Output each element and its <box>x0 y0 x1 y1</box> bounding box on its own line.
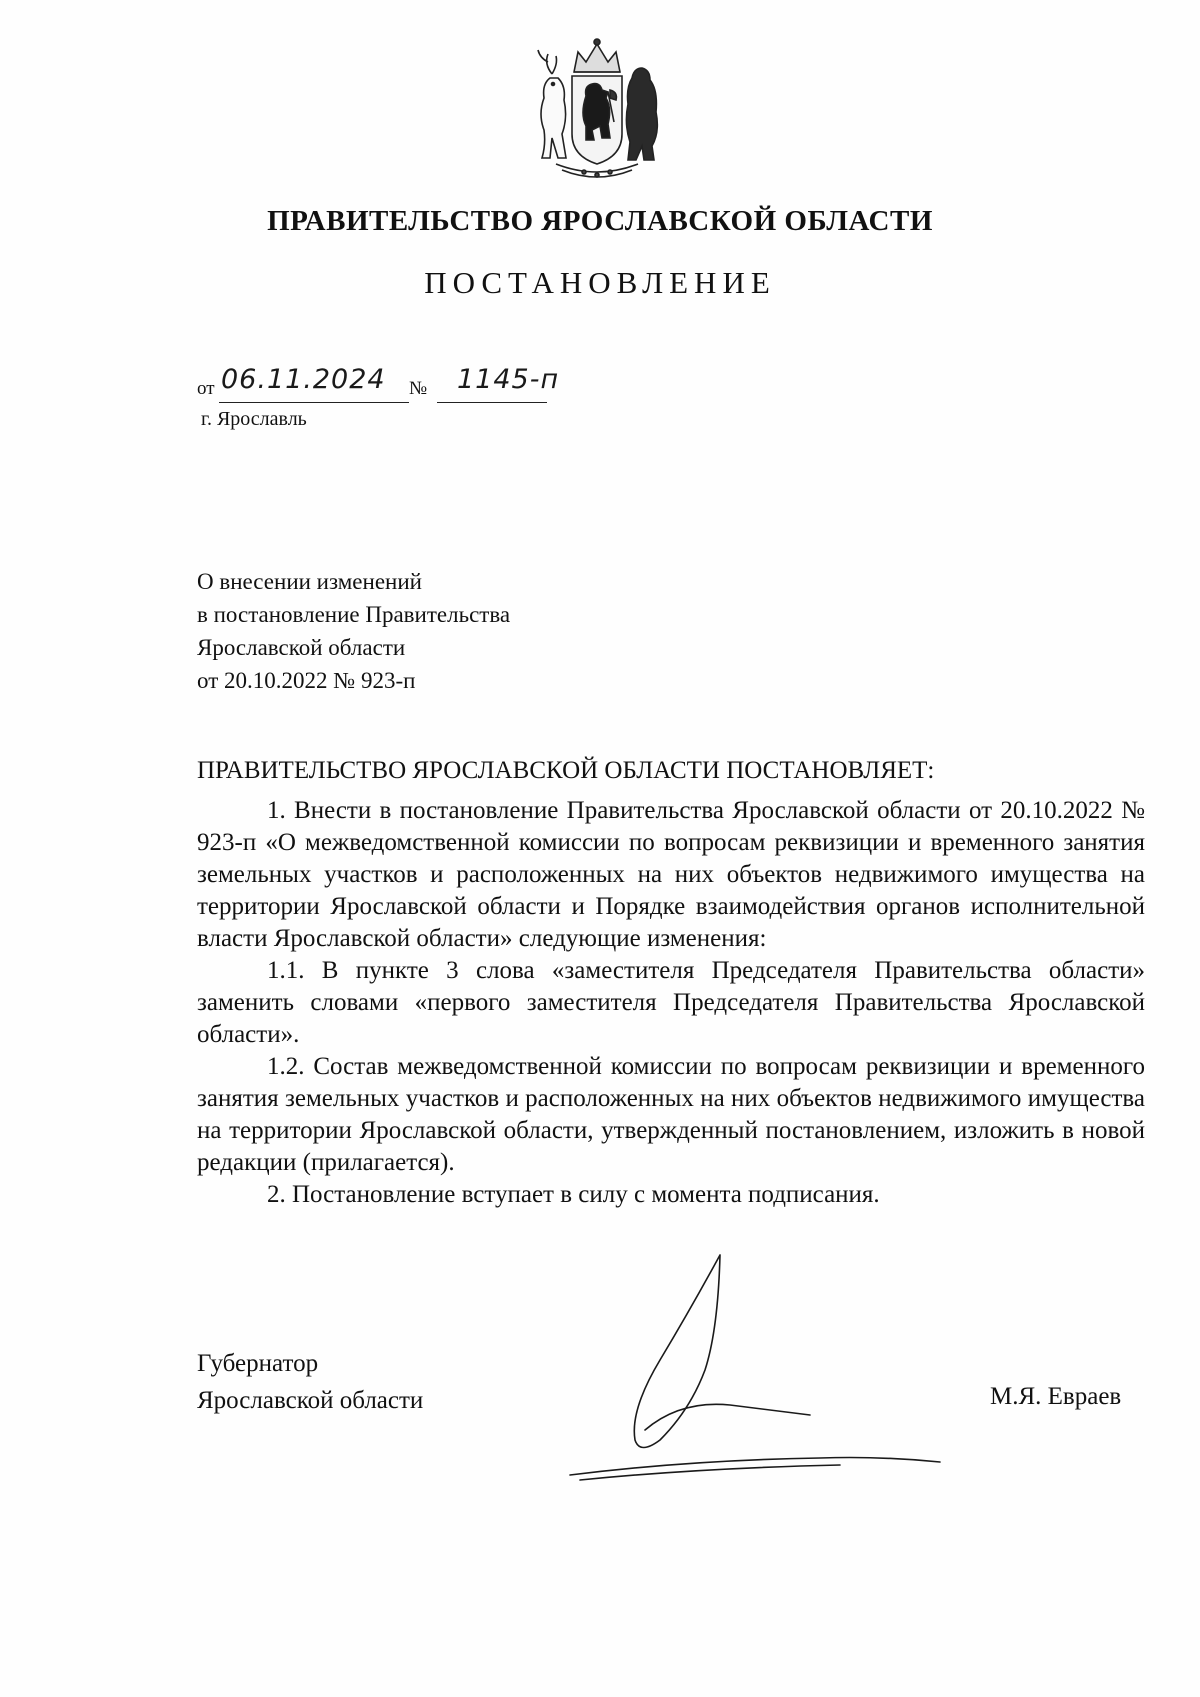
subject-line: Ярославской области <box>197 635 406 660</box>
subject-line: О внесении изменений <box>197 569 422 594</box>
paragraph-1: 1. Внести в постановление Правительства Ярославской области от 20.10.2022 № 923-п «О межведомственной комиссии по вопросам реквизиции и временного занятия земельных участков и расположенных на них объектов недвижимого имущества на территории Ярославской области и Порядке взаимодействия органов исполнительной власти Ярославской области» следующие изменения: <box>197 797 1145 952</box>
number-value: 1145-п <box>457 364 560 395</box>
signatory-name: М.Я. Евраев <box>990 1383 1122 1410</box>
resolves-heading: ПРАВИТЕЛЬСТВО ЯРОСЛАВСКОЙ ОБЛАСТИ ПОСТАНОВЛЯЕТ: <box>197 757 935 784</box>
signature-icon <box>540 1240 990 1485</box>
date-number-line <box>197 364 617 404</box>
paragraph-2: 2. Постановление вступает в силу с момента подписания. <box>267 1181 880 1208</box>
position-line: Губернатор <box>197 1350 319 1377</box>
subject-block <box>197 565 510 697</box>
signatory-position <box>197 1345 423 1419</box>
coat-of-arms-icon <box>522 34 672 180</box>
body-text <box>197 795 1145 1211</box>
paragraph-1-2: 1.2. Состав межведомственной комиссии по вопросам реквизиции и временного занятия земельных участков и расположенных на них объектов недвижимого имущества на территории Ярославской области, утвержденный постановлением, изложить в новой редакции (прилагается). <box>197 1053 1145 1176</box>
number-prefix: № <box>409 378 428 399</box>
number-underline <box>437 402 547 403</box>
position-line: Ярославской области <box>197 1387 424 1414</box>
date-value: 06.11.2024 <box>221 364 386 395</box>
date-underline <box>219 402 409 403</box>
paragraph-1-1: 1.1. В пункте 3 слова «заместителя Председателя Правительства области» заменить словами «первого заместителя Председателя Правительства Ярославской области». <box>197 957 1145 1048</box>
date-prefix: от <box>197 378 215 399</box>
city: г. Ярославль <box>201 408 307 430</box>
subject-line: от 20.10.2022 № 923-п <box>197 668 416 693</box>
subject-line: в постановление Правительства <box>197 602 511 627</box>
document-type: ПОСТАНОВЛЕНИЕ <box>424 265 776 300</box>
government-title: ПРАВИТЕЛЬСТВО ЯРОСЛАВСКОЙ ОБЛАСТИ <box>267 205 933 237</box>
